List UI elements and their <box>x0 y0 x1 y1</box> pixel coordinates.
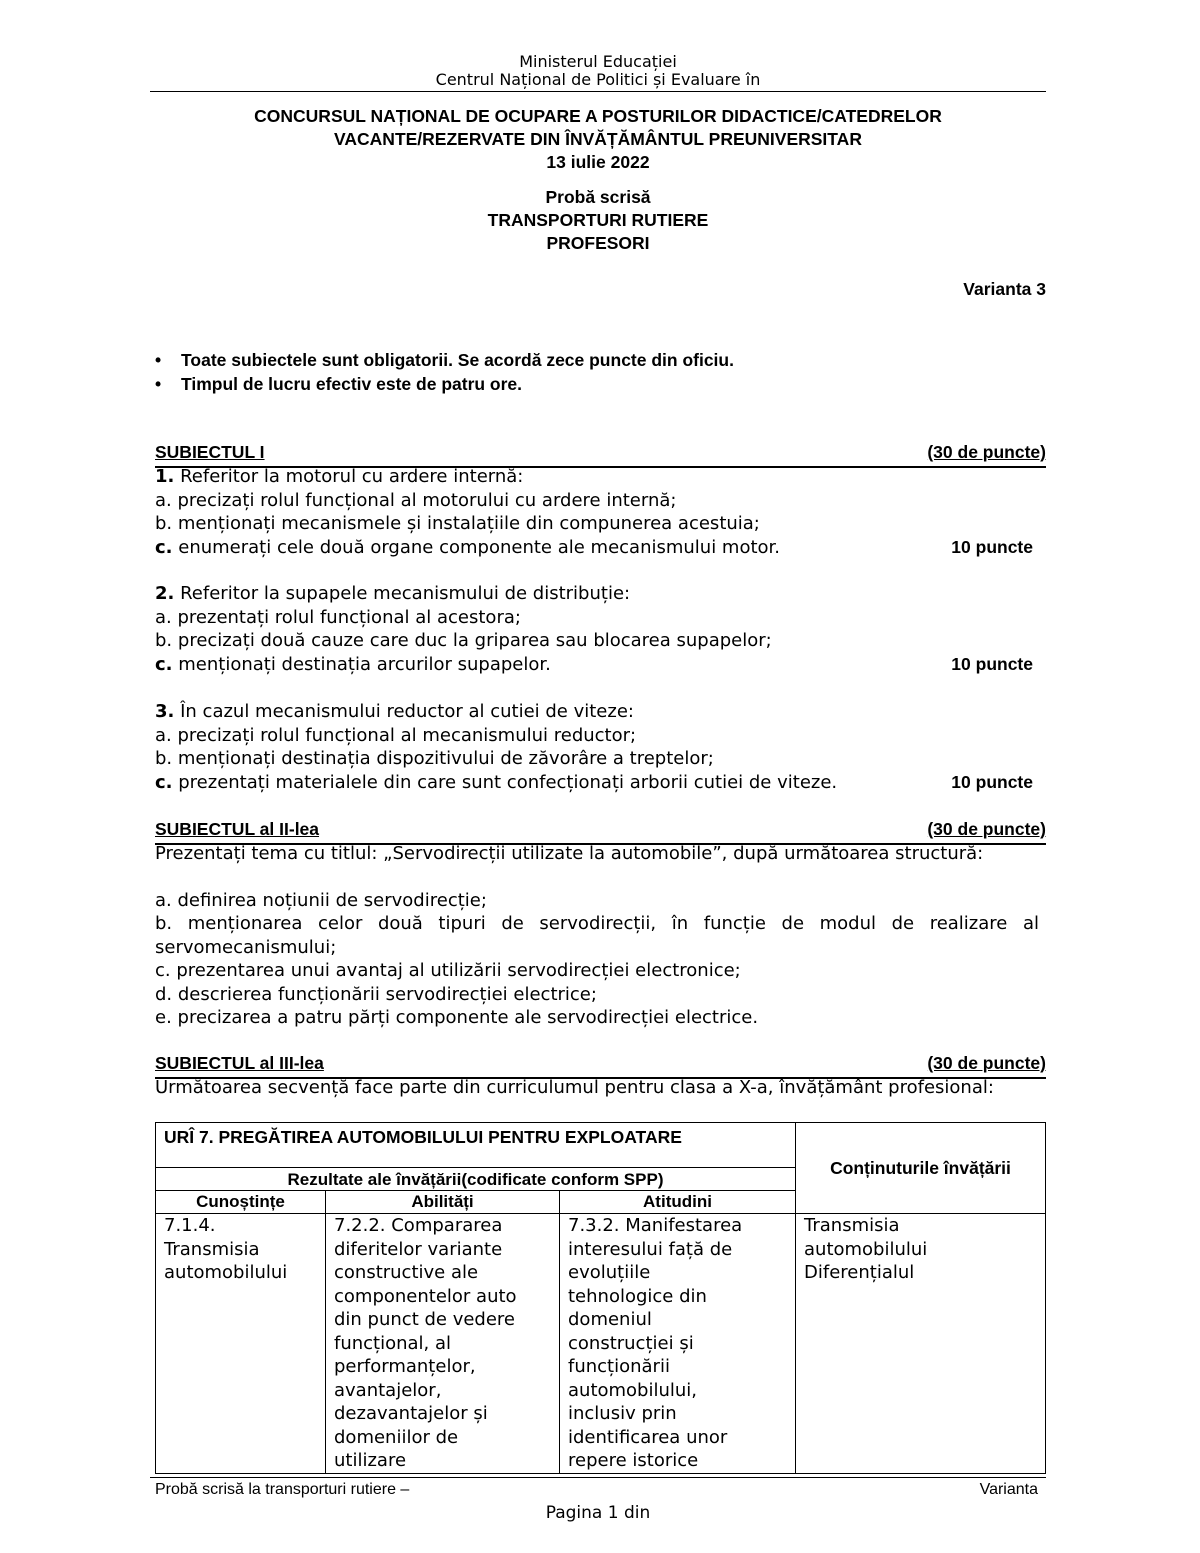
subject2-item: d. descrierea funcționării servodirecției electrice; <box>155 984 597 1005</box>
subject3-points: (30 de puncte) <box>927 1053 1046 1073</box>
title-subject: TRANSPORTURI RUTIERE <box>487 210 709 230</box>
table-cell-skills: 7.2.2. Compararea diferitelor variante constructive ale componentelor auto din punct de vedere funcțional, al performanțelor, avantajelor, dezavantajelor și domeniilor de utilizare <box>326 1214 560 1474</box>
table-cell-content: Transmisia automobilului Diferențialul <box>796 1214 1046 1474</box>
content-header-cell: Conținuturile învățării <box>796 1123 1046 1214</box>
question-item: menționați destinația dispozitivului de zăvorâre a treptelor; <box>177 748 714 769</box>
title-line1: CONCURSUL NAȚIONAL DE OCUPARE A POSTURILOR DIDACTICE/CATEDRELOR <box>254 106 942 126</box>
instructions-list <box>155 348 1045 396</box>
instruction-item: • Timpul de lucru efectiv este de patru ore. <box>155 374 523 394</box>
subject2-item: a. definirea noțiunii de servodirecție; <box>155 890 487 911</box>
question-item: precizați rolul funcțional al mecanismului reductor; <box>177 724 637 746</box>
question-points: 10 puncte <box>951 771 1033 792</box>
title-line2: VACANTE/REZERVATE DIN ÎNVĂȚĂMÂNTUL PREUNIVERSITAR <box>334 129 862 149</box>
question-item: prezentați rolul funcțional al acestora; <box>177 606 521 628</box>
col-header-knowledge: Cunoștințe <box>156 1191 326 1214</box>
curriculum-table <box>155 1122 1046 1474</box>
subject2-item: c. prezentarea unui avantaj al utilizării servodirecției electronice; <box>155 960 741 981</box>
unit-title-cell: URÎ 7. PREGĂTIREA AUTOMOBILULUI PENTRU EXPLOATARE <box>156 1123 796 1168</box>
question-points: 10 puncte <box>951 536 1033 557</box>
header-rule <box>150 91 1046 92</box>
subject2-points: (30 de puncte) <box>927 819 1046 839</box>
variant-label: Varianta 3 <box>963 279 1046 299</box>
table-cell-attitudes: 7.3.2. Manifestarea interesului față de evoluțiile tehnologice din domeniul construcției și funcționării automobilului, inclusiv prin identificarea unor repere istorice <box>560 1214 796 1474</box>
question-points: 10 puncte <box>951 653 1033 674</box>
title-exam-type: Probă scrisă <box>545 187 651 207</box>
question-item: menționați mecanismele și instalațiile din compunerea acestuia; <box>177 513 760 534</box>
bullet-icon: • <box>155 374 162 394</box>
page-number: Pagina 1 din <box>545 1503 651 1523</box>
question-stem: În cazul mecanismului reductor al cutiei de viteze: <box>180 701 634 722</box>
question-item: prezentați materialele din care sunt confecționați arborii cutiei de viteze. <box>178 771 838 793</box>
title-date: 13 iulie 2022 <box>546 152 650 172</box>
header-ministry: Ministerul Educației <box>519 52 677 71</box>
header-center: Centrul Național de Politici și Evaluare în <box>435 70 761 89</box>
subject3-title: SUBIECTUL al III-lea <box>155 1053 324 1073</box>
footer-right: Varianta <box>979 1481 1038 1498</box>
outcomes-header-cell: Rezultate ale învățării(codificate conform SPP) <box>156 1168 796 1191</box>
question-item: menționați destinația arcurilor supapelor. <box>178 653 551 675</box>
question-item: enumerați cele două organe componente ale mecanismului motor. <box>178 536 781 558</box>
question-3: 3. În cazul mecanismului reductor al cutiei de viteze: a. precizați rolul funcțional al mecanismului reductor; b. menționați destinația dispozitivului de zăvorâre a treptelor; c. prezentați materialele din care sunt confecționați arborii cutiei de viteze. 10 puncte <box>155 701 1033 793</box>
question-stem: Referitor la supapele mecanismului de distribuție: <box>180 583 631 604</box>
instruction-item: • Toate subiectele sunt obligatorii. Se acordă zece puncte din oficiu. <box>155 350 734 370</box>
question-item: precizați rolul funcțional al motorului cu ardere internă; <box>177 489 677 511</box>
subject3-intro: Următoarea secvență face parte din curriculumul pentru clasa a X-a, învățământ profesional: <box>155 1077 994 1098</box>
subject2-item: b. menționarea celor două tipuri de servodirecții, în funcție de modul de realizare al servomecanismului; <box>155 913 1039 958</box>
footer-left: Probă scrisă la transporturi rutiere – <box>155 1481 410 1498</box>
subject1-points: (30 de puncte) <box>927 442 1046 462</box>
footer-rule <box>150 1477 1046 1478</box>
col-header-skills: Abilități <box>326 1191 560 1214</box>
col-header-attitudes: Atitudini <box>560 1191 796 1214</box>
question-item: precizați două cauze care duc la griparea sau blocarea supapelor; <box>177 630 772 651</box>
question-stem: Referitor la motorul cu ardere internă: <box>180 466 524 487</box>
subject1-title: SUBIECTUL I <box>155 442 265 462</box>
table-cell-knowledge: 7.1.4. Transmisia automobilului <box>156 1214 326 1474</box>
title-audience: PROFESORI <box>546 233 650 253</box>
subject2-intro: Prezentați tema cu titlul: „Servodirecții utilizate la automobile”, după următoarea structură: <box>155 843 984 864</box>
question-2: 2. Referitor la supapele mecanismului de distribuție: a. prezentați rolul funcțional al acestora; b. precizați două cauze care duc la griparea sau blocarea supapelor; c. menționați destinația arcurilor supapelor. 10 puncte <box>155 583 1033 675</box>
question-1: 1. Referitor la motorul cu ardere internă: a. precizați rolul funcțional al motorului cu ardere internă; b. menționați mecanismele și instalațiile din compunerea acestuia; c. enumerați cele două organe componente ale mecanismului motor. 10 puncte <box>155 466 1033 558</box>
bullet-icon: • <box>155 350 162 370</box>
subject2-item: e. precizarea a patru părți componente ale servodirecției electrice. <box>155 1007 759 1028</box>
subject2-title: SUBIECTUL al II-lea <box>155 819 320 839</box>
